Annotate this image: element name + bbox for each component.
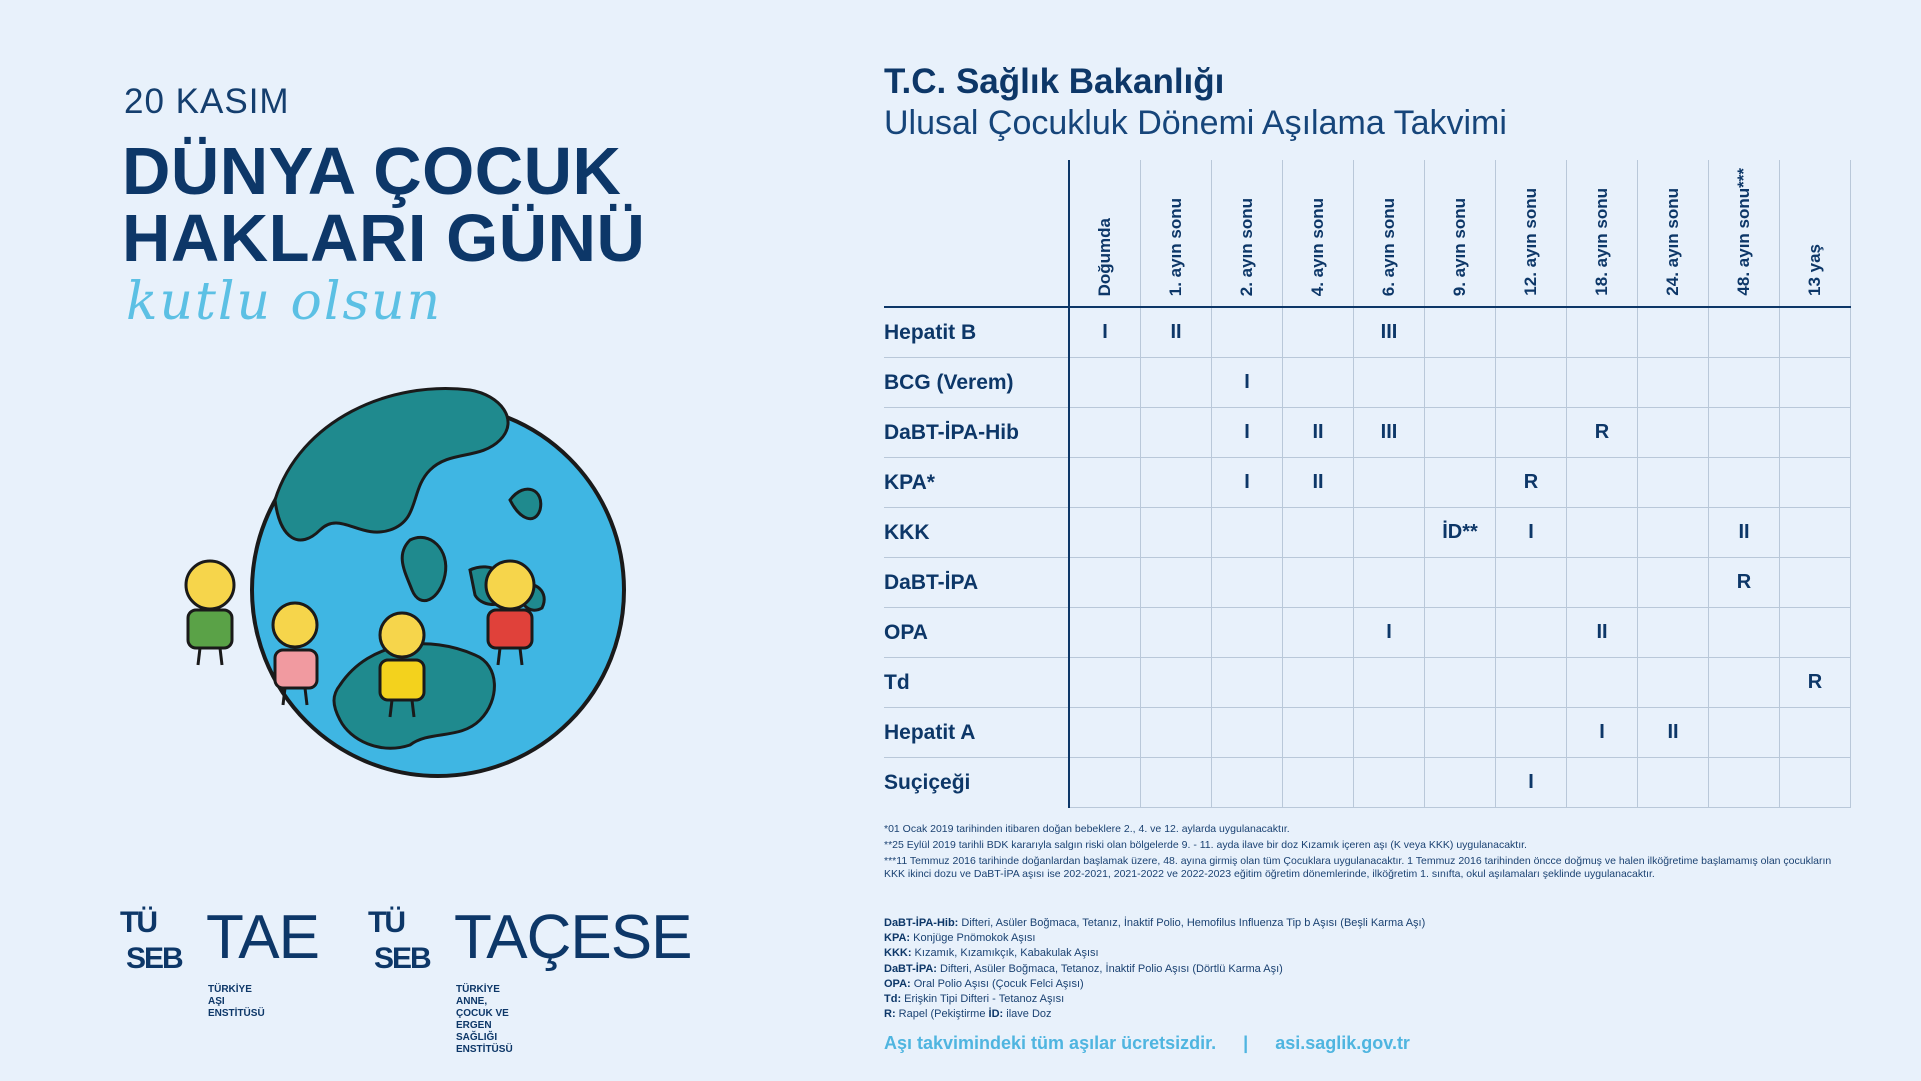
dose-cell: I [1567,708,1638,758]
dose-cell [1638,307,1709,358]
dose-cell [1638,458,1709,508]
dose-cell [1425,307,1496,358]
dose-cell [1709,608,1780,658]
dose-cell: I [1212,408,1283,458]
ministry-title: T.C. Sağlık Bakanlığı [884,62,1225,101]
dose-cell [1141,708,1212,758]
table-body [884,307,1851,808]
dose-cell: R [1567,408,1638,458]
abbreviation-line: R: Rapel (Pekiştirme İD: ilave Doz [884,1008,1052,1021]
logo-name: TAÇESE [454,903,692,972]
dose-cell [1354,658,1425,708]
dose-cell: II [1709,508,1780,558]
column-header: 6. ayın sonu [1354,160,1425,307]
dose-cell [1496,307,1567,358]
table-row [884,608,1851,658]
dose-cell [1141,408,1212,458]
dose-cell [1638,658,1709,708]
dose-cell [1283,708,1354,758]
abbreviation-line: KKK: Kızamık, Kızamıkçık, Kabakulak Aşısı [884,947,1099,960]
dose-cell [1780,758,1851,808]
dose-cell: II [1638,708,1709,758]
child-yellow [380,613,424,717]
dose-cell [1069,458,1141,508]
dose-cell [1496,608,1567,658]
dose-cell [1638,558,1709,608]
dose-cell [1283,508,1354,558]
dose-cell [1567,758,1638,808]
dose-cell [1069,358,1141,408]
dose-cell [1780,508,1851,558]
dose-cell [1141,458,1212,508]
vaccine-name: Suçiçeği [884,758,1069,808]
dose-cell: II [1283,458,1354,508]
footer-separator: | [1243,1033,1249,1053]
vaccine-name: OPA [884,608,1069,658]
dose-cell: I [1069,307,1141,358]
table-row [884,558,1851,608]
dose-cell [1709,658,1780,708]
dose-cell [1780,608,1851,658]
abbreviation-line: DaBT-İPA: Difteri, Asüler Boğmaca, Tetanoz, İnaktif Polio Aşısı (Dörtlü Karma Aşı) [884,962,1283,975]
headline-line-1: DÜNYA ÇOCUK [122,134,622,209]
dose-cell: II [1283,408,1354,458]
column-header: 18. ayın sonu [1567,160,1638,307]
dose-cell [1141,358,1212,408]
dose-cell [1354,358,1425,408]
dose-cell: R [1709,558,1780,608]
dose-cell [1141,558,1212,608]
dose-cell [1709,458,1780,508]
dose-cell [1638,608,1709,658]
dose-cell [1425,458,1496,508]
dose-cell [1354,708,1425,758]
footnote: ***11 Temmuz 2016 tarihinde doğanlardan başlamak üzere, 48. ayına girmiş olan tüm Çocuklara uygulanacaktır. 1 Temmuz 2016 tarihinden öncce doğmuş ve halen ilköğretime başlamamış olan çocukların KKK ikinci dozu ve DaBT-İPA aşısı ise 202-2021, 2021-2022 ve 2022-2023 eğitim öğretim dönemlerinde, ilköğretim 1. sınıfta, okul aşılamaları şeklinde uygulanacaktır. [884,855,1832,880]
table-row [884,307,1851,358]
dose-cell [1425,658,1496,708]
dose-cell [1425,608,1496,658]
dose-cell: III [1354,408,1425,458]
footnotes [884,823,1854,884]
vaccine-name: Td [884,658,1069,708]
column-header: 9. ayın sonu [1425,160,1496,307]
dose-cell [1780,307,1851,358]
free-vaccines-text: Aşı takvimindeki tüm aşılar ücretsizdir. [884,1033,1217,1053]
dose-cell [1141,608,1212,658]
globe-children-illustration [180,360,690,870]
dose-cell [1354,508,1425,558]
dose-cell [1425,708,1496,758]
column-header: 1. ayın sonu [1141,160,1212,307]
dose-cell [1283,758,1354,808]
vaccination-table [884,160,1851,808]
dose-cell: I [1496,508,1567,558]
footer [884,1033,1410,1054]
dose-cell [1780,558,1851,608]
institute-logos [120,890,740,1055]
dose-cell: I [1354,608,1425,658]
column-header: 24. ayın sonu [1638,160,1709,307]
dose-cell [1069,708,1141,758]
dose-cell [1283,658,1354,708]
dose-cell [1425,758,1496,808]
column-header: 48. ayın sonu*** [1709,160,1780,307]
dose-cell [1069,608,1141,658]
tuseb-mark: TÜ SEB [120,906,182,975]
table-header-row [884,160,1851,307]
globe-illustration [180,360,690,870]
dose-cell [1638,358,1709,408]
abbreviation-line: Td: Erişkin Tipi Difteri - Tetanoz Aşısı [884,993,1065,1006]
table-row [884,758,1851,808]
dose-cell [1709,307,1780,358]
headline-line-2: HAKLARI GÜNÜ [122,201,646,276]
dose-cell [1638,508,1709,558]
dose-cell [1709,358,1780,408]
dose-cell [1141,658,1212,708]
dose-cell [1780,408,1851,458]
greeting-script: kutlu olsun [126,272,443,332]
table-row [884,708,1851,758]
event-date: 20 KASIM [124,82,290,121]
dose-cell [1283,608,1354,658]
column-header: 13 yaş [1780,160,1851,307]
dose-cell [1567,558,1638,608]
header-corner [884,160,1069,307]
dose-cell: İD** [1425,508,1496,558]
dose-cell: II [1141,307,1212,358]
dose-cell [1425,358,1496,408]
vaccine-name: BCG (Verem) [884,358,1069,408]
dose-cell [1496,408,1567,458]
vaccine-name: DaBT-İPA [884,558,1069,608]
dose-cell [1709,408,1780,458]
dose-cell: R [1780,658,1851,708]
logo-subtitle: TÜRKİYE AŞI ENSTİTÜSÜ [208,984,265,1019]
dose-cell [1069,408,1141,458]
dose-cell [1780,458,1851,508]
footnote: *01 Ocak 2019 tarihinden itibaren doğan bebeklere 2., 4. ve 12. aylarda uygulanacaktır. [884,823,1290,835]
dose-cell: I [1212,458,1283,508]
column-header: 4. ayın sonu [1283,160,1354,307]
vaccine-name: Hepatit A [884,708,1069,758]
table-row [884,458,1851,508]
dose-cell [1780,358,1851,408]
abbreviation-line: DaBT-İPA-Hib: Difteri, Asüler Boğmaca, Tetanız, İnaktif Polio, Hemofilus Influenza Tip b Aşısı (Beşli Karma Aşı) [884,917,1426,929]
dose-cell [1283,358,1354,408]
dose-cell [1141,758,1212,808]
abbreviations [884,916,1854,1022]
column-header: 2. ayın sonu [1212,160,1283,307]
dose-cell [1069,508,1141,558]
dose-cell: I [1212,358,1283,408]
table-row [884,358,1851,408]
dose-cell: II [1567,608,1638,658]
dose-cell [1354,458,1425,508]
column-header: Doğumda [1069,160,1141,307]
dose-cell: I [1496,758,1567,808]
vaccine-name: DaBT-İPA-Hib [884,408,1069,458]
schedule-panel [884,0,1884,1081]
left-panel [0,0,820,1081]
dose-cell [1496,708,1567,758]
dose-cell [1780,708,1851,758]
dose-cell: R [1496,458,1567,508]
abbreviation-line: KPA: Konjüge Pnömokok Aşısı [884,932,1036,945]
website-link[interactable]: asi.saglik.gov.tr [1275,1033,1410,1053]
dose-cell [1496,658,1567,708]
dose-cell [1212,307,1283,358]
dose-cell [1638,408,1709,458]
dose-cell [1567,508,1638,558]
table-row [884,658,1851,708]
logo-subtitle: TÜRKİYE ANNE, ÇOCUK VE ERGEN SAĞLIĞI ENSTİTÜSÜ [456,984,513,1055]
vaccine-name: Hepatit B [884,307,1069,358]
dose-cell [1709,708,1780,758]
dose-cell [1496,558,1567,608]
dose-cell [1567,658,1638,708]
tuseb-mark: TÜ SEB [368,906,430,975]
dose-cell [1212,708,1283,758]
dose-cell: III [1354,307,1425,358]
dose-cell [1567,458,1638,508]
dose-cell [1212,558,1283,608]
vaccine-name: KPA* [884,458,1069,508]
dose-cell [1709,758,1780,808]
dose-cell [1212,758,1283,808]
schedule-subtitle: Ulusal Çocukluk Dönemi Aşılama Takvimi [884,104,1507,142]
dose-cell [1496,358,1567,408]
abbreviation-line: OPA: Oral Polio Aşısı (Çocuk Felci Aşısı) [884,977,1084,990]
vaccine-name: KKK [884,508,1069,558]
dose-cell [1567,358,1638,408]
dose-cell [1638,758,1709,808]
table-row [884,508,1851,558]
dose-cell [1283,558,1354,608]
dose-cell [1212,508,1283,558]
dose-cell [1212,608,1283,658]
column-header: 12. ayın sonu [1496,160,1567,307]
child-left [186,561,234,665]
dose-cell [1283,307,1354,358]
dose-cell [1069,658,1141,708]
dose-cell [1354,558,1425,608]
dose-cell [1425,558,1496,608]
dose-cell [1212,658,1283,708]
logo-name: TAE [206,903,319,972]
dose-cell [1069,758,1141,808]
dose-cell [1141,508,1212,558]
dose-cell [1354,758,1425,808]
footnote: **25 Eylül 2019 tarihli BDK kararıyla salgın riski olan bölgelerde 9. - 11. ayda ilave bir doz Kızamık içeren aşı (K veya KKK) uygulanacaktır. [884,839,1527,851]
table-row [884,408,1851,458]
dose-cell [1567,307,1638,358]
dose-cell [1425,408,1496,458]
dose-cell [1069,558,1141,608]
